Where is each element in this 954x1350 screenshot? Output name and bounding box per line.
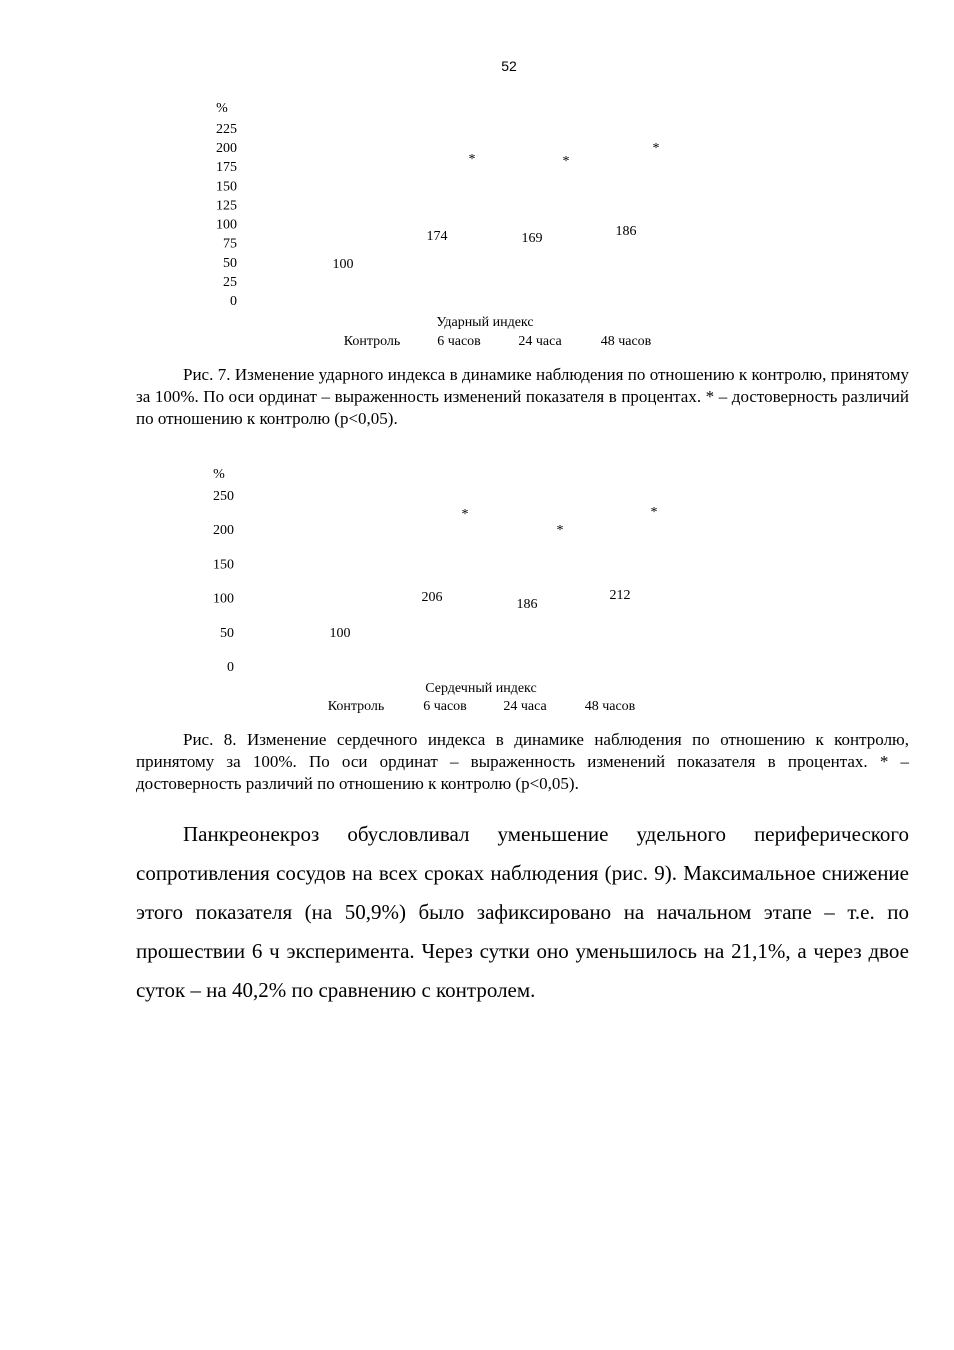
figure-8-caption-text: Рис. 8. Изменение сердечного индекса в динамике наблюдения по отношению к контролю, принятому за 100%. По оси ординат – выраженность изменений показателя в процентах. * – достоверность различий по отношению к контролю (p<0,05). [136,730,909,793]
y-tick-label: 125 [216,198,237,214]
chart-title: Ударный индекс [436,315,534,330]
y-tick-label: 175 [216,160,237,176]
y-tick-label: 225 [216,122,237,137]
significance-marker: * [652,141,660,156]
body-paragraph [136,815,909,1010]
x-tick-label: 6 часов [437,334,481,349]
bar-value-label: 206 [421,590,443,605]
chart-title: Сердечный индекс [425,681,537,696]
y-tick-label: 200 [213,523,234,539]
x-tick-label: 48 часов [584,699,636,714]
body-paragraph-text: Панкреонекроз обусловливал уменьшение удельного периферического сопротивления сосудов на всех сроках наблюдения (рис. 9). Максимальное снижение этого показателя (на 50,9%) было зафиксировано на начальном этапе – т.е. по прошествии 6 ч эксперимента. Через сутки оно уменьшилось на 21,1%, а через двое суток – на 40,2% по сравнению с контролем. [136,822,909,1002]
bar-value-label: 212 [609,588,631,603]
y-axis-unit-label: % [213,467,225,482]
y-tick-label: 75 [223,236,237,252]
x-tick-label: Контроль [327,699,385,714]
y-axis-unit-label: % [216,101,228,116]
y-tick-label: 50 [220,625,234,641]
x-tick-label: 6 часов [423,699,467,714]
bar-value-label: 100 [332,257,354,272]
y-tick-label: 25 [223,274,237,290]
bar-value-label: 186 [516,597,538,612]
significance-marker: * [556,523,564,538]
page-number: 52 [501,58,517,74]
significance-marker: * [461,507,469,522]
figure-8-caption [136,729,909,795]
y-tick-label: 150 [213,557,234,573]
y-tick-label: 100 [213,591,234,607]
y-tick-label: 100 [216,217,237,233]
y-tick-label: 0 [227,660,234,675]
figure-7-caption-text: Рис. 7. Изменение ударного индекса в динамике наблюдения по отношению к контролю, принятому за 100%. По оси ординат – выраженность изменений показателя в процентах. * – достоверность различий по отношению к контролю (p<0,05). [136,365,909,428]
significance-marker: * [562,154,570,169]
significance-marker: * [650,505,658,520]
x-tick-label: Контроль [343,334,401,349]
bar-value-label: 100 [329,626,351,641]
y-tick-label: 150 [216,179,237,195]
bar-value-label: 186 [615,224,637,239]
bar-value-label: 169 [521,231,543,246]
y-tick-label: 50 [223,255,237,271]
y-tick-label: 250 [213,489,234,504]
x-tick-label: 24 часа [518,334,562,349]
significance-marker: * [468,152,476,167]
y-tick-label: 0 [230,294,237,309]
bar-value-label: 174 [426,229,448,244]
x-tick-label: 24 часа [503,699,547,714]
y-tick-label: 200 [216,141,237,157]
x-tick-label: 48 часов [600,334,652,349]
